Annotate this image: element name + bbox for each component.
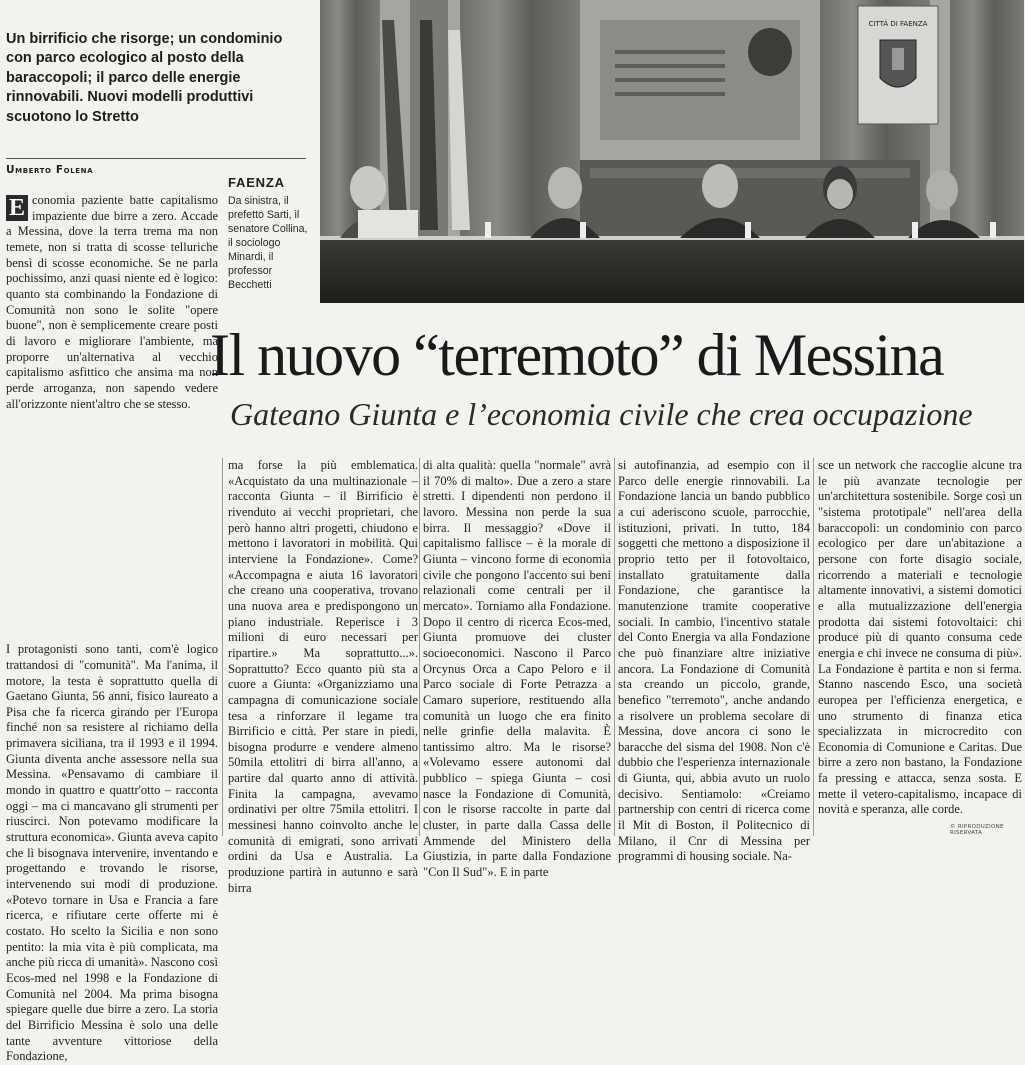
caption-city: FAENZA: [228, 175, 285, 190]
body-column-5: [818, 458, 1022, 836]
column-rule: [614, 458, 615, 836]
column-rule: [222, 458, 223, 836]
body-column-4: [618, 458, 810, 864]
column-rule: [419, 458, 420, 836]
copyright-notice: © RIPRODUZIONE RISERVATA: [950, 824, 1004, 836]
byline: Umberto Folena: [6, 164, 94, 176]
body-column-1: [6, 193, 218, 1064]
photo-caption: Da sinistra, il prefetto Sarti, il senatore Collina, il sociologo Minardi, il professor Becchetti: [228, 195, 308, 291]
body-paragraph: di alta qualità: quella "normale" avrà il 70% di malto». Due a zero a stare stretti. I dipendenti non perdono il lavoro. Messina non perde la sua birra. Il messaggio? «Dove il capitalismo fallisce – è la morale di Giunta – vincono forme di economia civile che pongono l'accento sui beni relazionali come centrali per il mercato». Torniamo alla Fondazione. Dopo il centro di ricerca Ecos-med, Giunta promuove dei cluster socioeconomici. Nascono il Parco Orcynus Orca a Capo Peloro e il Parco sociale di Forte Petrazza a Camaro superiore, restituendo alla comunità un luogo che era finito nelle grinfie della malavita. È tantissimo altro. Ma le risorse? «Volevamo essere autonomi dal pubblico – spiega Giunta – così nasce la Fondazione di Comunità, con le risorse raccolte in parte dal cluster, in parte dalla Cassa delle Ammende del Ministero della Giustizia, in parte dalla Fondazione "Con Il Sud"». E in parte: [423, 458, 611, 880]
article-deck: Un birrificio che risorge; un condominio con parco ecologico al posto della baraccopoli; il parco delle energie rinnovabili. Nuovi modelli produttivi scuotono lo Stretto: [6, 31, 283, 125]
banner-text: CITTÀ DI FAENZA: [868, 20, 928, 28]
deck-divider: [6, 158, 306, 159]
headline: Il nuovo “terremoto” di Messina: [210, 322, 944, 388]
drop-cap: E: [6, 195, 28, 221]
body-paragraph: si autofinanzia, ad esempio con il Parco delle energie rinnovabili. La Fondazione lancia un bando pubblico a cui aderiscono scuole, parrocchie, istituzioni, privati. In tutto, 184 soggetti che mettono a disposizione il proprio tetto per il fotovoltaico, installato gratuitamente dalla Fondazione, che garantisce la manutenzione tramite cooperative sociali. In cambio, l'incentivo statale del Conto Energia va alla Fondazione che può finanziare altre iniziative ancora. La Fondazione di Comunità sta creando un piccolo, grande, benefico "terremoto", anche andando a risolvere un problema secolare di Messina, dove ancora ci sono le baracche del sisma del 1908. Non c'è dubbio che l'esperienza internazionale di Giunta, qui, abbia avuto un ruolo decisivo. Sentiamolo: «Creiamo partnership con centri di ricerca come il Mit di Boston, il Politecnico di Milano, il Cnr di Messina per programmi di housing sociale. Na-: [618, 458, 810, 864]
body-paragraph: I protagonisti sono tanti, com'è logico trattandosi di "comunità". Ma l'anima, il motore, la testa è soprattutto quella di Gaetano Giunta, 56 anni, fisico laureato a Pisa che fa ricerca girando per l'Europa finché non sa resistere al richiamo della primavera siciliana, tra il 1993 e il 1994. Giunta diventa anche assessore nella sua Messina. «Pensavamo di cambiare il mondo in quattro e quattr'otto – racconta oggi – ma ci mancavano gli strumenti per riuscirci. Non potevamo modificare la struttura economica». Giunta aveva capito che lì bisognava intervenire, inventando e progettando e trovando le risorse, intervenendo sui modi di produzione. «Potevo tornare in Usa e Francia a fare ricerca, e rifiutare certe offerte mi è costato. Ho scelto la Sicilia e non sono pentito: la mia vita è più complicata, ma anche più ricca di umanità». Nascono così Ecos-med nel 1998 e la Fondazione di Comunità nel 2004. Ma prima bisogna spiegare quelle due birre a zero. La storia del Birrificio Messina è solo una delle tante avventure vittoriose della Fondazione,: [6, 642, 218, 1064]
body-column-3: [423, 458, 611, 880]
intro-paragraph: conomia paziente batte capitalismo impaziente due birre a zero. Accade a Messina, dove la terra trema ma non temete, non si tratta di scosse telluriche bensì di scosse economiche. Se ne parla pochissimo, anzi quasi niente ed è logico: quanto sta combinando la Fondazione di Comunità non sono le solite "opere buone", non è semplicemente creare posti di lavoro e migliorare l'ambiente, ma proporre un'alternativa al vecchio capitalismo asfittico che ansima ma non perde arroganza, non sapendo vedere all'orizzonte nient'altro che se stesso.: [6, 193, 218, 411]
body-paragraph: sce un network che raccoglie alcune tra le più avanzate tecnologie per un'architettura sostenibile. Sorge così un "sistema prototipale" nell'area della baraccopoli: un condominio con parco ecologico per dare un'abitazione a persone con forte disagio sociale, ricorrendo a materiali e tecnologie altamente innovativi, a sistemi domotici e alla mutualizzazione dell'energia prodotta dai sistemi fotovoltaici: chi produce più di quanto consuma cede energia e chi invece ne consuma di più». La Fondazione è partita e non si ferma. Stanno nascendo Esco, una società europea per l'efficienza energetica, e uno strumento di finanza etica specializzata in microcredito con Economia di Comunione e Caritas. Due birre a zero non bastano, la Fondazione fa pressing e attacca, senza sosta. E mette il vetero-capitalismo, incapace di novità e speranza, alle corde.: [818, 458, 1022, 817]
column-rule: [813, 458, 814, 836]
body-paragraph: ma forse la più emblematica. «Acquistato da una multinazionale – racconta Giunta – il Birrificio è rivenduto ai vecchi proprietari, che però hanno altri progetti, chiudono e mettono i lavoratori in mobilità. Qui interviene la Fondazione». Come? «Accompagna e aiuta 16 lavoratori che creano una cooperativa, trovano una nuova area e predispongono un piano industriale. Reperisce i 3 milioni di euro necessari per ripartire.» Ma soprattutto...». Soprattutto? Ecco quanto più sta a cuore a Giunta: «Organizziamo una campagna di comunicazione sociale tesa a rinforzare il legame tra Birrificio e città. Per stare in piedi, bisogna produrre e vendere almeno 50mila ettolitri di birra all'anno, a partire dal quarto anno di attività. Finita la campagna, avevamo ordinativi per oltre 75mila ettolitri. I messinesi hanno coinvolto anche le comunità di emigrati, sono arrivati ordini da Usa e Australia. La produzione partirà in autunno e sarà birra: [228, 458, 418, 895]
press-conference-photo: [320, 0, 1024, 303]
subheadline: Gateano Giunta e l’economia civile che crea occupazione: [230, 396, 973, 432]
body-column-2: [228, 458, 418, 895]
